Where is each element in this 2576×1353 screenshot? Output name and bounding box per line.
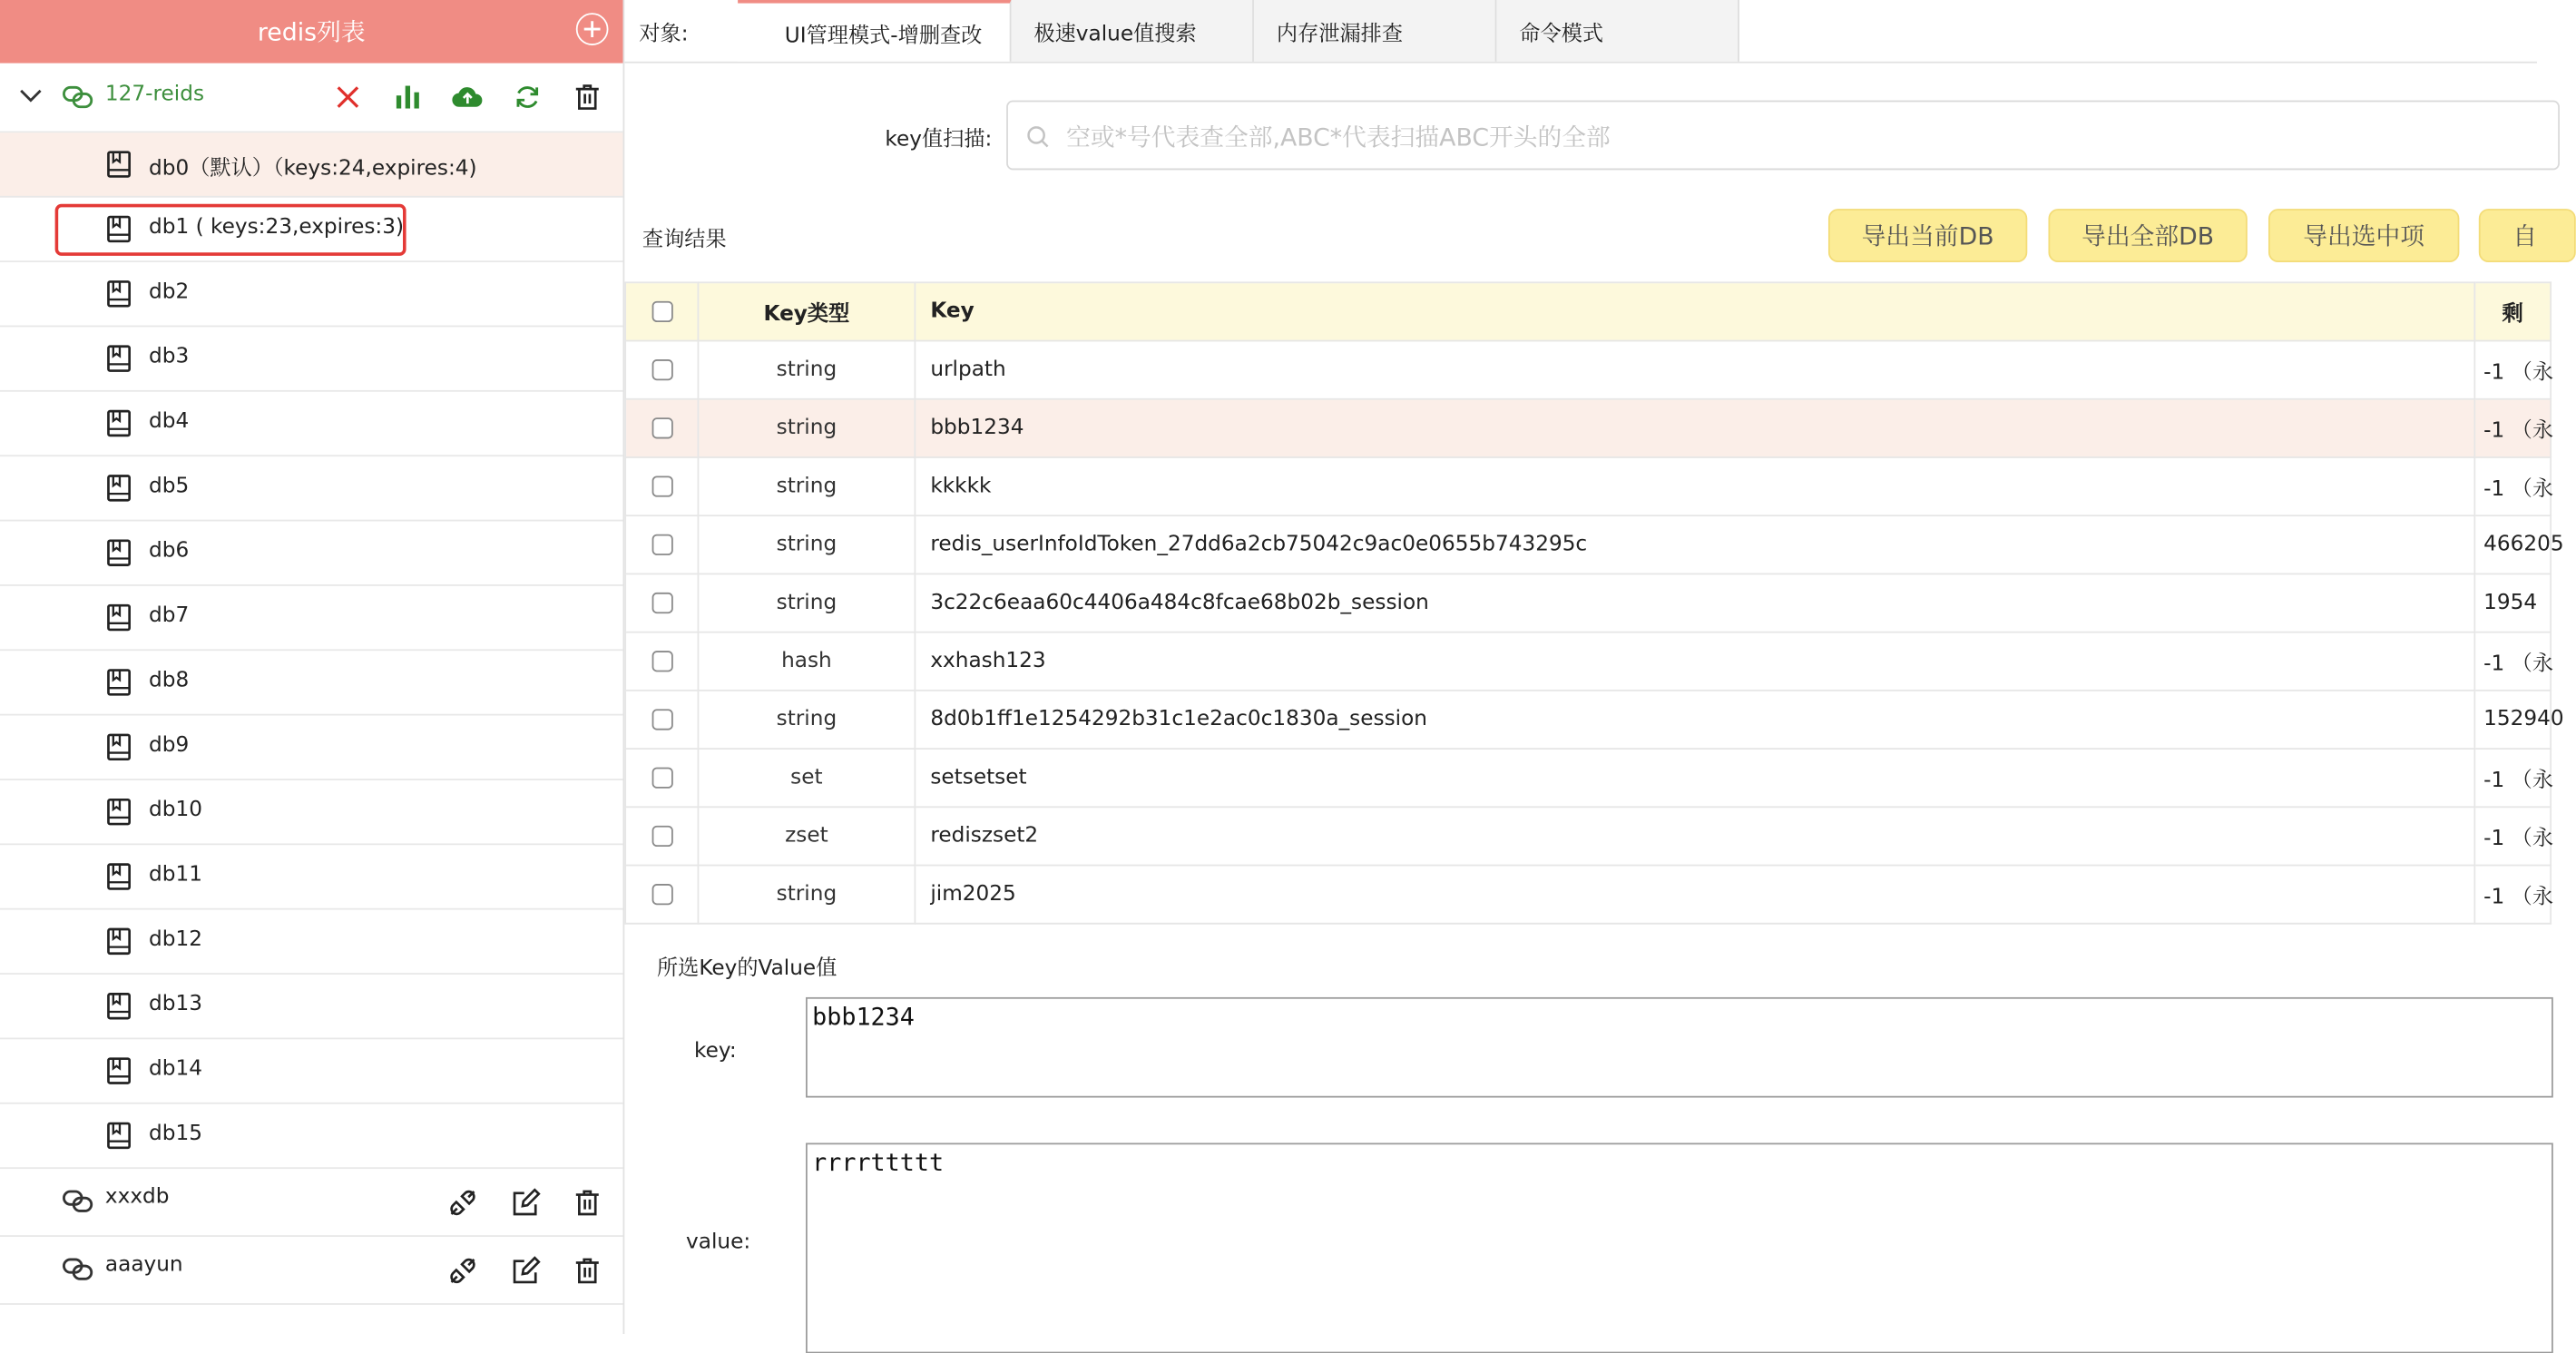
connect-plug-icon[interactable] <box>446 1187 479 1220</box>
link-icon <box>62 83 94 112</box>
close-icon[interactable] <box>332 81 365 113</box>
tab-ui-management[interactable]: UI管理模式-增删查改 <box>738 0 1011 62</box>
database-list <box>0 132 623 1169</box>
key-type-cell: hash <box>698 632 915 691</box>
key-scan-input[interactable] <box>1063 115 2526 161</box>
database-icon <box>107 539 132 566</box>
row-checkbox-cell[interactable] <box>625 807 698 865</box>
key-type-cell: string <box>698 457 915 515</box>
connection-name[interactable]: aaayun <box>104 1252 183 1278</box>
table-row[interactable] <box>625 457 2551 515</box>
database-icon <box>107 863 132 890</box>
db-item[interactable] <box>0 780 623 845</box>
key-cell[interactable]: redis_userInfoIdToken_27dd6a2cb75042c9ac0e0655b743295c <box>915 515 2474 574</box>
ttl-cell: -1 （永 <box>2474 632 2551 691</box>
database-icon <box>107 799 132 826</box>
ttl-cell: 466205 <box>2474 515 2551 574</box>
db-label: db1 ( keys:23,expires:3) <box>149 215 405 240</box>
key-type-cell: set <box>698 749 915 807</box>
table-row[interactable] <box>625 632 2551 691</box>
table-row[interactable] <box>625 691 2551 749</box>
search-row <box>624 101 2537 172</box>
value-field[interactable] <box>806 1142 2553 1353</box>
tab-bar <box>624 0 2537 64</box>
refresh-icon[interactable] <box>511 81 544 113</box>
row-checkbox[interactable] <box>651 884 672 905</box>
key-cell[interactable]: rediszset2 <box>915 807 2474 865</box>
db-label: db15 <box>149 1122 202 1147</box>
sidebar <box>0 0 624 1334</box>
key-type-cell: string <box>698 866 915 924</box>
key-cell[interactable]: 8d0b1ff1e1254292b31c1e2ac0c1830a_session <box>915 691 2474 749</box>
db-item[interactable] <box>0 327 623 391</box>
add-connection-button[interactable] <box>576 13 609 45</box>
key-type-cell: string <box>698 399 915 457</box>
table-row[interactable] <box>625 341 2551 399</box>
db-label: db14 <box>149 1056 202 1082</box>
db-label: db2 <box>149 279 190 305</box>
database-icon <box>107 1057 132 1084</box>
ttl-cell: -1 （永 <box>2474 457 2551 515</box>
key-type-cell: string <box>698 574 915 632</box>
row-checkbox[interactable] <box>651 534 672 555</box>
tab-memory-leak[interactable]: 内存泄漏排查 <box>1254 0 1496 62</box>
export-current-db-button[interactable]: 导出当前DB <box>1828 209 2027 262</box>
row-checkbox-cell[interactable] <box>625 399 698 457</box>
key-cell[interactable]: setsetset <box>915 749 2474 807</box>
sidebar-title: redis列表 <box>257 17 366 47</box>
db-item[interactable] <box>0 910 623 975</box>
db-label: db0（默认）（keys:24,expires:4) <box>149 157 477 181</box>
db-item[interactable] <box>0 975 623 1039</box>
db-label: db3 <box>149 344 190 369</box>
object-label: 对象: <box>639 22 689 46</box>
connection-item[interactable] <box>0 1237 623 1305</box>
table-row[interactable] <box>625 574 2551 632</box>
column-header-ttl: 剩 <box>2474 282 2551 340</box>
database-icon <box>107 733 132 760</box>
key-type-cell: string <box>698 515 915 574</box>
key-field[interactable] <box>806 997 2553 1098</box>
db-label: db6 <box>149 539 190 564</box>
trash-icon[interactable] <box>571 1255 603 1288</box>
db-item[interactable] <box>0 651 623 715</box>
row-checkbox-cell[interactable] <box>625 749 698 807</box>
database-icon <box>107 669 132 696</box>
row-checkbox[interactable] <box>651 709 672 730</box>
table-row[interactable] <box>625 866 2551 924</box>
edit-icon[interactable] <box>510 1255 543 1288</box>
db-label: db4 <box>149 409 190 435</box>
connection-name[interactable]: 127-reids <box>104 82 205 107</box>
ttl-cell: -1 （永 <box>2474 807 2551 865</box>
db-item[interactable] <box>0 845 623 909</box>
ttl-cell: -1 （永 <box>2474 866 2551 924</box>
plus-icon <box>583 19 602 38</box>
table-header-row <box>625 282 2551 340</box>
db-label: db11 <box>149 862 202 887</box>
db-item[interactable] <box>0 132 623 197</box>
row-checkbox-cell[interactable] <box>625 691 698 749</box>
database-icon <box>107 603 132 631</box>
key-type-cell: zset <box>698 807 915 865</box>
row-checkbox-cell[interactable] <box>625 866 698 924</box>
database-icon <box>107 215 132 242</box>
db-item[interactable] <box>0 521 623 585</box>
db-label: db9 <box>149 733 190 758</box>
row-checkbox[interactable] <box>651 651 672 672</box>
key-cell[interactable]: bbb1234 <box>915 399 2474 457</box>
link-icon <box>62 1187 94 1216</box>
database-icon <box>107 151 132 178</box>
db-label: db13 <box>149 992 202 1017</box>
database-icon <box>107 345 132 372</box>
ttl-cell: -1 （永 <box>2474 341 2551 399</box>
key-type-cell: string <box>698 691 915 749</box>
search-label: key值扫描: <box>885 127 993 152</box>
row-checkbox-cell[interactable] <box>625 632 698 691</box>
db-item[interactable] <box>0 392 623 456</box>
column-header-key: Key <box>915 282 2474 340</box>
row-checkbox[interactable] <box>651 359 672 380</box>
tab-value-search[interactable]: 极速value值搜索 <box>1011 0 1253 62</box>
bar-chart-icon[interactable] <box>392 81 425 113</box>
cloud-upload-icon[interactable] <box>452 81 485 113</box>
trash-icon[interactable] <box>571 1187 603 1220</box>
main-panel <box>624 0 2564 1334</box>
row-checkbox[interactable] <box>651 417 672 438</box>
db-item[interactable] <box>0 198 623 262</box>
select-all-checkbox[interactable] <box>651 301 672 322</box>
value-panel-title: 所选Key的Value值 <box>656 956 837 982</box>
edit-icon[interactable] <box>510 1187 543 1220</box>
db-label: db5 <box>149 474 190 499</box>
db-item[interactable] <box>0 1039 623 1103</box>
table-row[interactable] <box>625 807 2551 865</box>
key-field-label: key: <box>693 1039 737 1064</box>
ttl-cell: 152940 <box>2474 691 2551 749</box>
db-label: db10 <box>149 798 202 823</box>
row-checkbox-cell[interactable] <box>625 457 698 515</box>
key-cell[interactable]: xxhash123 <box>915 632 2474 691</box>
db-item[interactable] <box>0 1104 623 1169</box>
sidebar-header <box>0 0 623 64</box>
ttl-cell: 1954 <box>2474 574 2551 632</box>
results-table <box>624 281 2564 924</box>
results-title: 查询结果 <box>642 228 727 253</box>
key-cell[interactable]: kkkkk <box>915 457 2474 515</box>
ttl-cell: -1 （永 <box>2474 399 2551 457</box>
table-row[interactable] <box>625 515 2551 574</box>
ttl-cell: -1 （永 <box>2474 749 2551 807</box>
db-label: db12 <box>149 927 202 952</box>
row-checkbox[interactable] <box>651 826 672 847</box>
chevron-down-icon[interactable] <box>18 86 44 105</box>
tab-command-mode[interactable]: 命令模式 <box>1496 0 1739 62</box>
key-cell[interactable]: urlpath <box>915 341 2474 399</box>
row-checkbox[interactable] <box>651 476 672 496</box>
connection-item[interactable] <box>0 1169 623 1237</box>
connection-row[interactable] <box>0 64 623 133</box>
export-selected-button[interactable]: 导出选中项 <box>2268 209 2459 262</box>
row-checkbox[interactable] <box>651 593 672 613</box>
database-icon <box>107 280 132 308</box>
database-icon <box>107 927 132 955</box>
connection-name[interactable]: xxxdb <box>104 1184 170 1210</box>
partial-button[interactable]: 自 <box>2479 209 2576 262</box>
key-cell[interactable]: 3c22c6eaa60c4406a484c8fcae68b02b_session <box>915 574 2474 632</box>
row-checkbox-cell[interactable] <box>625 515 698 574</box>
table-row[interactable] <box>625 399 2551 457</box>
row-checkbox-cell[interactable] <box>625 341 698 399</box>
row-checkbox-cell[interactable] <box>625 574 698 632</box>
key-type-cell: string <box>698 341 915 399</box>
db-item[interactable] <box>0 456 623 521</box>
value-field-label: value: <box>686 1230 751 1255</box>
link-icon <box>62 1255 94 1284</box>
database-icon <box>107 1122 132 1149</box>
row-checkbox[interactable] <box>651 768 672 789</box>
db-label: db7 <box>149 603 190 629</box>
db-item[interactable] <box>0 262 623 327</box>
column-header-type: Key类型 <box>698 282 915 340</box>
connect-plug-icon[interactable] <box>446 1255 479 1288</box>
database-icon <box>107 475 132 502</box>
database-icon <box>107 409 132 436</box>
export-all-db-button[interactable]: 导出全部DB <box>2048 209 2247 262</box>
db-label: db8 <box>149 668 190 693</box>
database-icon <box>107 993 132 1020</box>
db-item[interactable] <box>0 586 623 651</box>
table-row[interactable] <box>625 749 2551 807</box>
search-box[interactable] <box>1006 101 2560 171</box>
key-cell[interactable]: jim2025 <box>915 866 2474 924</box>
select-all-checkbox-cell[interactable] <box>625 282 698 340</box>
trash-icon[interactable] <box>571 81 603 113</box>
search-icon <box>1026 124 1051 149</box>
db-item[interactable] <box>0 716 623 780</box>
